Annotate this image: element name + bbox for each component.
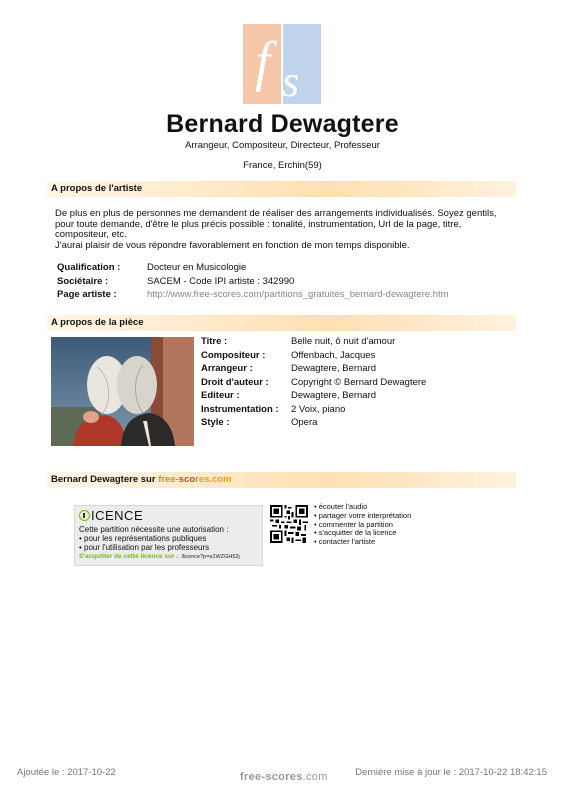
artist-info-table [57,262,449,303]
brand-part: sco [178,474,196,485]
bio-paragraph: De plus en plus de personnes me demandent de réaliser des arrangements individualisés. Soyez gentils, pour toute demande, d'être le plus précis possible : tonalité, instrumentation, Url de la page, titre, compositeur, etc. [55,208,497,240]
licence-l-icon [79,510,90,521]
added-date: Ajoutée le : 2017-10-22 [17,767,116,778]
piece-row [201,417,426,431]
info-row [57,262,449,276]
info-row [57,289,449,303]
info-value: Docteur en Musicologie [147,262,247,273]
info-value: SACEM - Code IPI artiste : 342990 [147,275,295,287]
piece-row [201,390,426,404]
piece-arranger: Dewagtere, Bernard [291,363,377,374]
footer-brand-main: free-scores [240,771,303,783]
brand-part: r [195,474,199,485]
licence-link-label: S'acquitter de cette licence sur : [79,553,179,560]
info-label: Page artiste : [57,289,117,300]
licence-logo [79,509,143,523]
piece-copyright: Copyright © Bernard Dewagtere [291,376,427,388]
licence-box[interactable] [74,505,263,566]
piece-row [201,377,426,391]
section-header-about-piece: A propos de la pièce [47,315,516,331]
artist-page-link[interactable]: http://www.free-scores.com/partitions_gratuites_bernard-dewagtere.htm [147,289,449,300]
info-label: Qualification : [57,262,121,273]
licence-link-code: /licence?p=a1WZGH52j [181,554,240,560]
svg-text:f: f [255,31,271,93]
updated-date: Dernière mise à jour le : 2017-10-22 18:42:15 [355,767,547,778]
free-scores-link[interactable] [158,474,231,485]
footer-brand-tld: .com [302,771,328,783]
action-share-interpretation[interactable]: • partager votre interprétation [314,512,411,521]
action-pay-licence[interactable]: • s'acquitter de la licence [314,529,411,538]
piece-publisher: Dewagtere, Bernard [291,390,377,401]
artist-bio [55,209,510,251]
piece-label: Droit d'auteur : [201,376,269,388]
piece-row [201,363,426,377]
licence-line: Cette partition nécessite une autorisation : [79,525,229,534]
piece-row [201,404,426,418]
info-row [57,276,449,290]
licence-line: • pour les représentations publiques [79,534,207,543]
artwork-image [51,337,194,446]
licence-link[interactable] [79,552,240,562]
section-header-about-artist: A propos de l'artiste [47,181,516,197]
brand-part: free- [158,474,179,485]
action-comment[interactable]: • commenter la partition [314,521,411,530]
svg-text:s: s [282,57,300,104]
bio-paragraph: J'aurai plaisir de vous répondre favorablement en fonction de mon temps disponible. [55,239,410,251]
piece-label: Compositeur : [201,349,266,361]
piece-title: Belle nuit, ô nuit d'amour [291,336,396,347]
licence-logo-text: ICENCE [91,508,144,523]
section-prefix: Bernard Dewagtere sur [51,474,159,485]
piece-info-table [201,336,426,431]
footer-brand[interactable] [240,771,328,783]
action-contact-artist[interactable]: • contacter l'artiste [314,538,411,547]
info-label: Sociétaire : [57,275,109,287]
brand-part: es.com [198,474,232,485]
piece-label: Arrangeur : [201,363,253,374]
piece-row [201,336,426,350]
licence-line: • pour l'utilisation par les professeurs [79,543,210,552]
piece-style: Opera [291,417,318,428]
piece-instrumentation: 2 Voix, piano [291,403,346,415]
artist-location: France, Erchin(59) [243,160,322,171]
piece-label: Instrumentation : [201,403,279,415]
action-listen-audio[interactable]: • écouter l'audio [314,503,411,512]
qr-code[interactable] [270,505,308,543]
artist-name: Bernard Dewagtere [166,110,399,138]
free-scores-logo [243,24,321,104]
piece-label: Style : [201,417,230,428]
piece-label: Editeur : [201,390,240,401]
action-list [314,503,411,547]
licence-text [79,525,228,552]
section-header-free-scores [47,472,516,488]
piece-label: Titre : [201,336,228,347]
piece-row [201,350,426,364]
piece-composer: Offenbach, Jacques [291,349,376,361]
artist-roles: Arrangeur, Compositeur, Directeur, Professeur [185,140,380,151]
